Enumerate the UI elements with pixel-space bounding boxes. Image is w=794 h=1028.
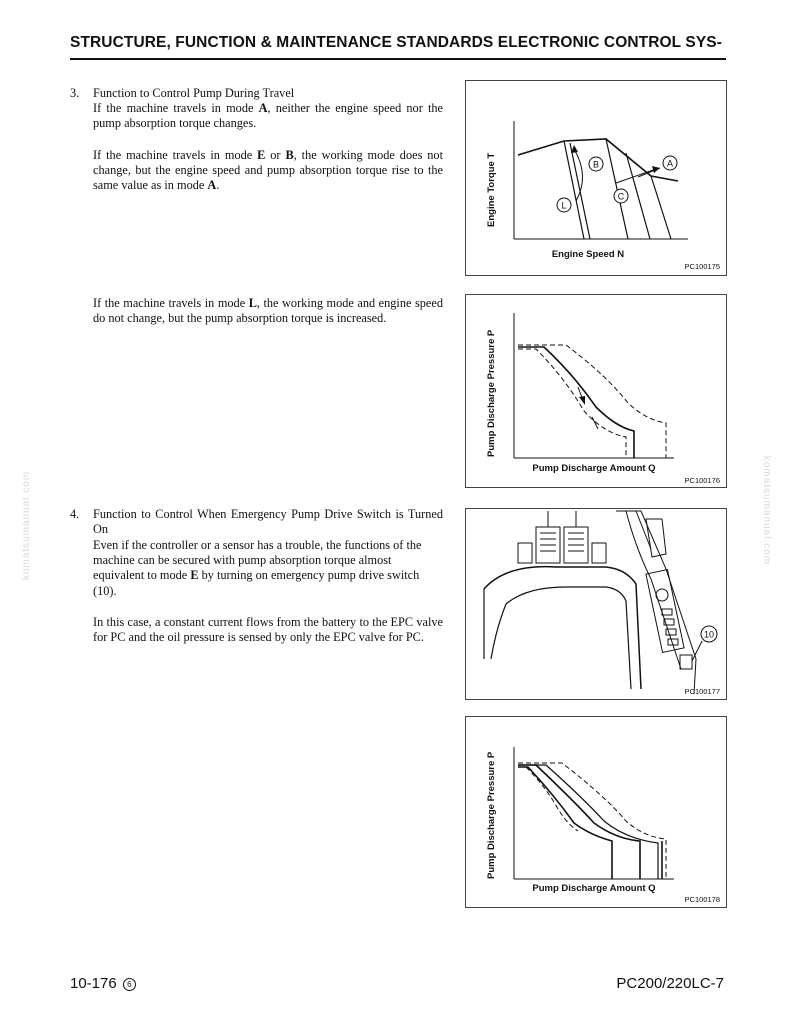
- fig4-id: PC100178: [684, 895, 720, 904]
- svg-text:B: B: [592, 159, 600, 170]
- fig4-y-label: Pump Discharge Pressure P: [486, 751, 497, 879]
- figure-emergency-switch: [465, 508, 727, 700]
- page-header: STRUCTURE, FUNCTION & MAINTENANCE STANDARDS ELECTRONIC CONTROL SYS-: [70, 34, 722, 51]
- fig1-label-c: [614, 189, 628, 203]
- fig4-curve-mid: [518, 765, 658, 879]
- section-3-paragraph-2: If the machine travels in mode E or B, the working mode does not change, but the engine speed and pump absorption torque rise to the same value as in mode A.: [93, 148, 443, 193]
- fig2-x-label: Pump Discharge Amount Q: [532, 463, 656, 474]
- fig4-x-label: Pump Discharge Amount Q: [532, 883, 656, 894]
- fig3-callout-10: [701, 626, 717, 642]
- section-4-heading: Function to Control When Emergency Pump Drive Switch is Turned On: [93, 507, 443, 537]
- fig2-y-label: Pump Discharge Pressure P: [486, 329, 497, 457]
- fig1-id: PC100175: [684, 262, 720, 271]
- fig1-x-label: Engine Speed N: [551, 249, 625, 260]
- fig3-console: [616, 511, 696, 694]
- watermark-left: komatsumanual.com: [21, 470, 33, 581]
- fig1-y-label: Engine Torque T: [486, 152, 497, 227]
- figure-pump-pq-emergency: [465, 716, 727, 908]
- model-number: PC200/220LC-7: [616, 975, 724, 992]
- section-4-paragraph-1: Even if the controller or a sensor has a trouble, the functions of the machine can be secured with pump absorption torque almost equivalent to mode E by turning on emergency pump drive switch (10).: [93, 538, 422, 598]
- figure-engine-torque: [465, 80, 727, 276]
- revision-mark: 6: [123, 978, 136, 991]
- fig3-seat-outline: [484, 567, 641, 689]
- svg-text:C: C: [617, 191, 625, 202]
- section-4-number: 4.: [70, 507, 80, 521]
- svg-text:10: 10: [703, 629, 715, 640]
- fig1-label-a: [663, 156, 677, 170]
- svg-text:A: A: [666, 158, 674, 169]
- section-4-paragraph-2: In this case, a constant current flows from the battery to the EPC valve for PC and the oil pressure is sensed by only the EPC valve for PC.: [93, 615, 443, 645]
- figure-pump-pq-travel: [465, 294, 727, 488]
- fig2-id: PC100176: [684, 476, 720, 485]
- fig4-curve-main: [518, 765, 640, 879]
- section-3-heading: Function to Control Pump During Travel: [93, 86, 295, 100]
- fig3-id: PC100177: [684, 687, 720, 696]
- section-3-number: 3.: [70, 86, 80, 100]
- section-3-paragraph-3: If the machine travels in mode L, the working mode and engine speed do not change, but the pump absorption torque is increased.: [93, 296, 443, 326]
- fig2-curve-main: [518, 347, 634, 458]
- fig2-curve-inner: [518, 349, 626, 458]
- header-rule: [70, 58, 726, 60]
- page-number: 10-176 6: [70, 975, 136, 992]
- svg-text:L: L: [561, 200, 567, 211]
- fig1-label-b: [589, 157, 603, 171]
- fig1-arrow-l: [574, 149, 583, 201]
- fig3-pedals: [518, 511, 606, 563]
- watermark-right: komatsumanual.com: [761, 455, 773, 566]
- section-3-paragraph-1: If the machine travels in mode A, neither the engine speed nor the pump absorption torque changes.: [93, 101, 443, 131]
- fig4-curve-inner: [518, 767, 612, 879]
- fig1-label-l: [557, 198, 571, 212]
